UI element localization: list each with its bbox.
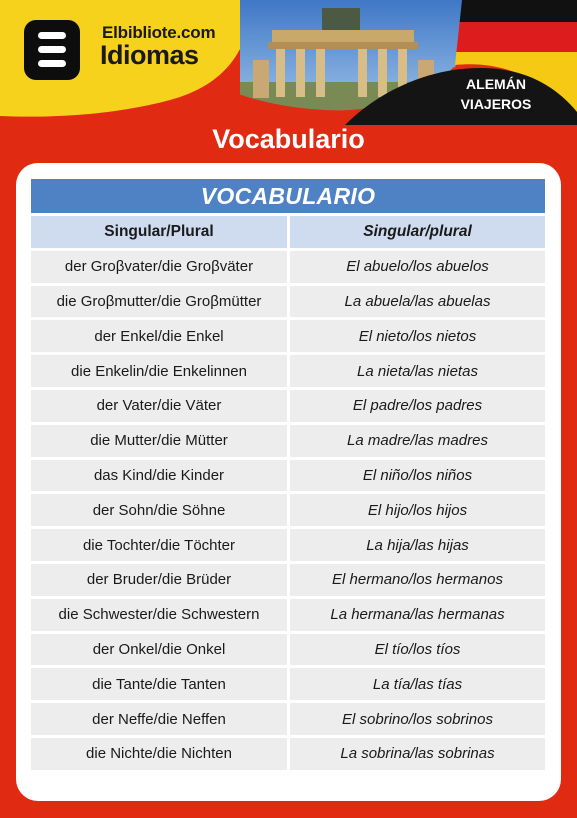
cell-german: die Tante/die Tanten: [31, 668, 287, 700]
header-german: Singular/Plural: [31, 216, 287, 248]
table-row: [31, 599, 545, 631]
cell-spanish: El niño/los niños: [290, 460, 545, 492]
cell-spanish: La tía/las tías: [290, 668, 545, 700]
header-banner: [0, 0, 577, 125]
cell-german: der Bruder/die Brüder: [31, 564, 287, 596]
cell-spanish: La hermana/las hermanas: [290, 599, 545, 631]
vocabulary-table: [31, 179, 545, 770]
cell-german: der Neffe/die Neffen: [31, 703, 287, 735]
cell-spanish: El nieto/los nietos: [290, 320, 545, 352]
cell-german: die Schwester/die Schwestern: [31, 599, 287, 631]
table-header-row: [31, 216, 545, 248]
brand-name: Idiomas: [100, 40, 199, 70]
cell-spanish: El abuelo/los abuelos: [290, 251, 545, 283]
cell-spanish: El padre/los padres: [290, 390, 545, 422]
page-title: Vocabulario: [212, 124, 365, 154]
cell-spanish: El hermano/los hermanos: [290, 564, 545, 596]
cell-german: das Kind/die Kinder: [31, 460, 287, 492]
badge-audience: VIAJEROS: [460, 96, 532, 112]
table-row: [31, 286, 545, 318]
table-row: [31, 529, 545, 561]
logo-icon: [24, 20, 80, 80]
table-row: [31, 494, 545, 526]
table-row: [31, 390, 545, 422]
cell-german: der Vater/die Väter: [31, 390, 287, 422]
cell-german: die Mutter/die Mütter: [31, 425, 287, 457]
table-row: [31, 355, 545, 387]
cell-german: der Onkel/die Onkel: [31, 634, 287, 666]
cell-german: die Tochter/die Töchter: [31, 529, 287, 561]
cell-german: der Enkel/die Enkel: [31, 320, 287, 352]
cell-spanish: El tío/los tíos: [290, 634, 545, 666]
cell-spanish: El hijo/los hijos: [290, 494, 545, 526]
cell-german: der Sohn/die Söhne: [31, 494, 287, 526]
cell-german: die Nichte/die Nichten: [31, 738, 287, 770]
table-row: [31, 251, 545, 283]
badge-language: ALEMÁN: [466, 76, 526, 92]
table-row: [31, 738, 545, 770]
cell-spanish: El sobrino/los sobrinos: [290, 703, 545, 735]
cell-spanish: La nieta/las nietas: [290, 355, 545, 387]
brand-site: Elbibliote.com: [102, 23, 216, 42]
table-row: [31, 634, 545, 666]
table-row: [31, 425, 545, 457]
table-row: [31, 668, 545, 700]
table-row: [31, 460, 545, 492]
table-title: VOCABULARIO: [31, 179, 545, 213]
cell-german: der Groβvater/die Groβväter: [31, 251, 287, 283]
header-spanish: Singular/plural: [290, 216, 545, 248]
cell-german: die Enkelin/die Enkelinnen: [31, 355, 287, 387]
cell-german: die Groβmutter/die Groβmütter: [31, 286, 287, 318]
cell-spanish: La madre/las madres: [290, 425, 545, 457]
cell-spanish: La hija/las hijas: [290, 529, 545, 561]
cell-spanish: La abuela/las abuelas: [290, 286, 545, 318]
table-row: [31, 564, 545, 596]
table-row: [31, 703, 545, 735]
cell-spanish: La sobrina/las sobrinas: [290, 738, 545, 770]
table-row: [31, 320, 545, 352]
